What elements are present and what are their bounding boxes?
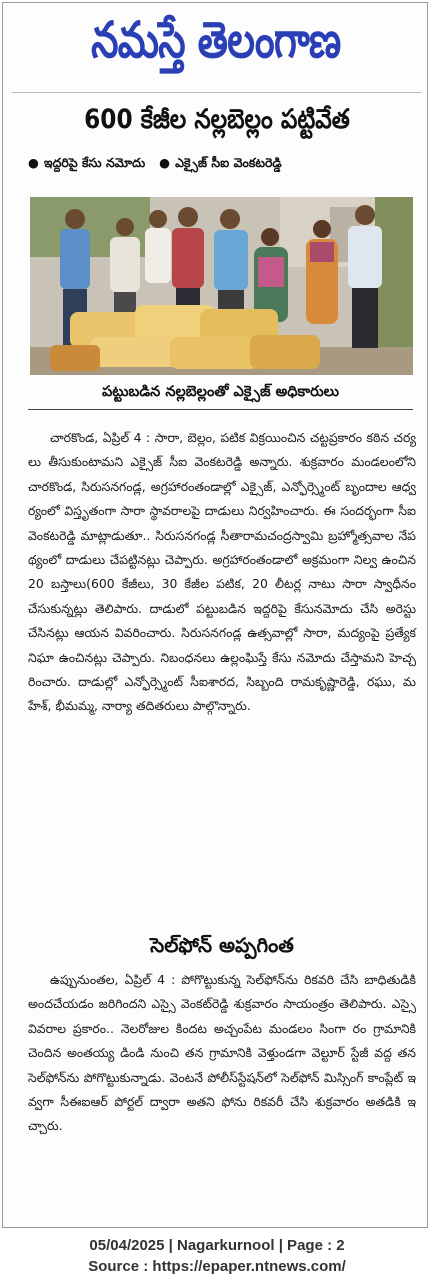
article-highlights [28, 155, 420, 174]
photo-caption: పట్టుబడిన నల్లబెల్లంతో ఎక్సైజ్ అధికారులు [28, 379, 413, 410]
article-headline: 600 కేజీల నల్లబెల్లం పట్టివేత [84, 104, 350, 135]
article2-subhead: సెల్‌ఫోన్ అప్పగింత [150, 933, 294, 957]
masthead-title: నమస్తే తెలంగాణ [91, 10, 341, 69]
news-photo-illustration [30, 197, 413, 375]
masthead [14, 8, 418, 84]
article2-body: ఉప్పునుంతల, ఏప్రిల్ 4 : పోగొట్టుకున్న సెల్‌ఫోన్‌ను రికవరి చేసి బాధితుడికి అందచేయడం జరిగిందని ఎస్సై వెంకట్‌రెడ్డి శుక్రవారం సాయంత్రం తెలిపారు. ఎస్సై వివరాల ప్రకారం.. నెలరోజుల కిందట అచ్చంపేట మండలం సింగా రం గ్రామానికి చెందిన అంతయ్య డిండి నుంచి తన గ్రామానికి వెళ్తుండగా వెల్టూర్ స్టేజీ వద్ద తన సెల్‌ఫోన్‌ను పోగొట్టుకున్నాడు. వెంటనే పోలీస్‌స్టేషన్‌లో సెల్‌ఫోన్ మిస్సింగ్ కాంప్లేట్ ఇవ్వగా సీఈఐఆర్ పోర్టల్ ద్వారా అతని ఫోను రికవరీ చేసి శుక్రవారం అతడికి ఇచ్చారు. [28, 972, 416, 1134]
news-photo [30, 197, 413, 375]
article-body: చారకొండ, ఏప్రిల్ 4 : సారా, బెల్లం, పటిక విక్రయించిన చట్టప్రకారం కఠిన చర్యలు తీసుకుంటామని ఎక్సైజ్ సీఐ వెంకటరెడ్డి అన్నారు. శుక్రవారం మండలంలోని చారకొండ, సిరుసనగండ్ల, అగ్రహారంతండాల్లో ఎక్సైజ్, ఎన్ఫోర్స్మెంట్ బృందాల ఆధ్వర్యంలో విస్తృతంగా సారా స్థావరాలపై దాడులు నిర్వహించారు. ఈ సందర్భంగా సీఐ వెంకటరెడ్డి మాట్లాడుతూ.. సిరుసనగండ్ల సీతారామచంద్రస్వామి బ్రహ్మోత్సవాల నేపథ్యంలో దాడులు చేపట్టినట్లు చెప్పారు. అగ్రహారంతండాలో అక్రమంగా నిల్వ ఉంచిన 20 బస్తాలు(600 కేజీలు, 30 కేజీల పటిక, 20 లీటర్ల నాటు సారా స్వాధీనం చేసుకున్నట్లు తెలిపారు. దాడులో పట్టుబడిన ఇద్దరిపై కేసునమోదు చేసి అరెస్టు చేసినట్లు ఆయన వివరించారు. సిరుసనగండ్ల ఉత్సవాల్లో సారా, మద్యంపై ప్రత్యేక నిఘా ఉంచినట్లు చెప్పారు. నిబంధనలు ఉల్లంఘిస్తే కేసు నమోదు చేస్తామని హెచ్చరించారు. దాడుల్లో ఎన్ఫోర్స్మెంట్ సీఐశారద, సిబ్బంది రామకృష్ణారెడ్డి, రఘు, మహేశ్, భీమమ్మ, నార్యా తదితరులు పాల్గొన్నారు. [28, 430, 416, 714]
footer-source-line: Source : https://epaper.ntnews.com/ [88, 1258, 346, 1275]
highlight-1: ● ఇద్దరిపై కేసు నమోదు [28, 155, 145, 174]
footer-date-line: 05/04/2025 | Nagarkurnool | Page : 2 [89, 1237, 345, 1254]
masthead-divider [12, 92, 422, 93]
highlight-2: ● ఎక్సైజ్ సీఐ వెంకటరెడ్డి [159, 155, 282, 174]
